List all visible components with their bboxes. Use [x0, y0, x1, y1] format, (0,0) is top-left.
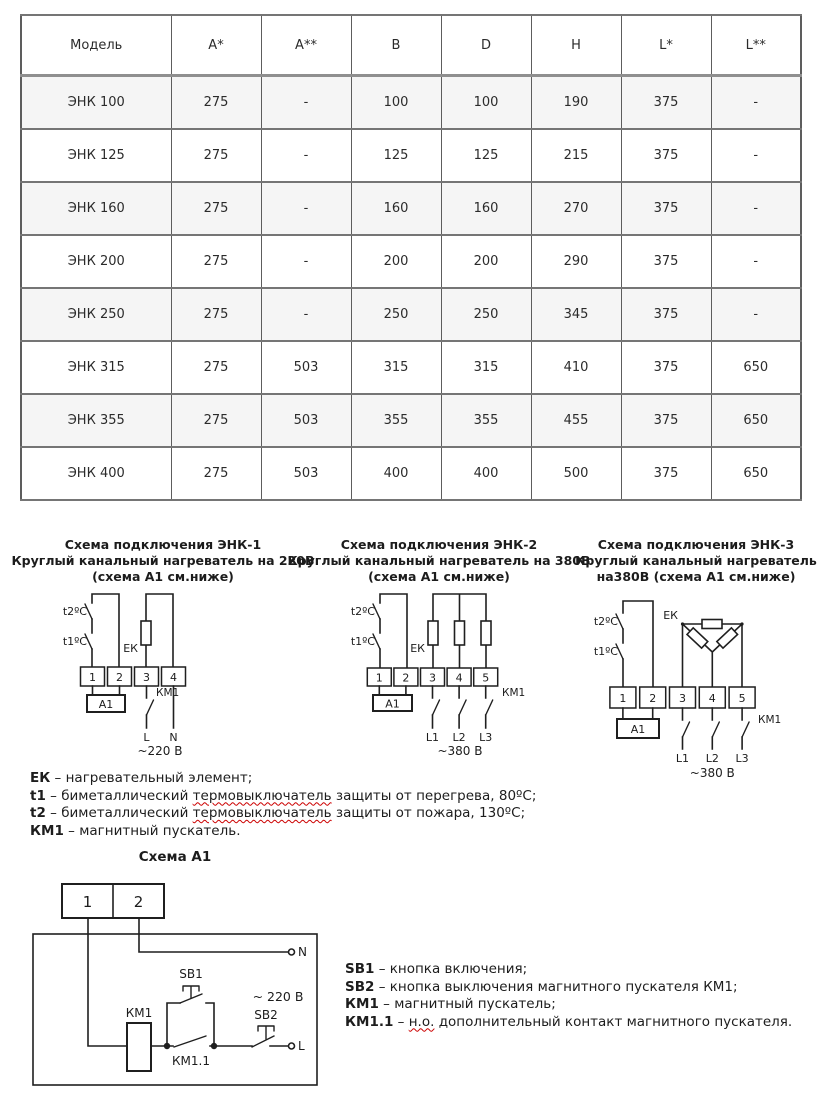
column-header: D: [441, 15, 531, 76]
legend-text: защиты от перегрева, 80ºС;: [331, 787, 537, 804]
km1-contact-icon: [147, 700, 154, 715]
terminal-2: 2: [402, 671, 410, 685]
column-header: H: [531, 15, 621, 76]
t2-label: t2ºC: [350, 605, 375, 618]
table-cell: ЭНК 400: [21, 447, 171, 500]
column-header: L*: [621, 15, 711, 76]
terminal-4: 4: [708, 692, 716, 705]
legend-term: ЕК: [30, 770, 51, 786]
table-row: [21, 288, 801, 341]
heater-element-icon: [717, 628, 738, 648]
terminal-3: 3: [429, 671, 436, 685]
legend-text: – нагревательный элемент;: [50, 770, 253, 786]
legend-text-spellcheck: термовыключатель: [192, 805, 332, 821]
table-cell: -: [711, 235, 801, 288]
table-cell: 375: [621, 76, 711, 130]
table-cell: ЭНК 160: [21, 182, 171, 235]
voltage-label: ~ 220 В: [252, 989, 304, 1004]
table-cell: 500: [531, 447, 621, 500]
diagram2-title-line1: Схема подключения ЭНК-2: [340, 537, 538, 552]
sb1-label: SB1: [179, 967, 203, 981]
terminal-4: 4: [455, 671, 463, 685]
legend-term: t1: [30, 787, 46, 804]
terminal-1: 1: [89, 671, 96, 684]
table-cell: 125: [351, 129, 441, 182]
terminal-4: 4: [170, 671, 177, 684]
heater-element-icon: [428, 621, 438, 645]
table-cell: 650: [711, 394, 801, 447]
column-header: B: [351, 15, 441, 76]
diagram2-title: [287, 537, 591, 585]
table-cell: 275: [171, 129, 261, 182]
legend-term: SB2: [345, 978, 375, 995]
km1-contact-icon: [433, 700, 493, 715]
table-row: [21, 182, 801, 235]
t2-label: t2ºC: [62, 605, 87, 618]
legend-text: – кнопка выключения магнитного пускателя КМ1;: [374, 978, 738, 995]
km1-label: КМ1: [758, 714, 782, 726]
heater-element-icon: [702, 620, 722, 629]
schema-a1-diagram: [30, 870, 360, 1095]
legend-text: –: [393, 1013, 409, 1030]
table-cell: 650: [711, 341, 801, 394]
table-cell: ЭНК 315: [21, 341, 171, 394]
ek-label: ЕК: [123, 642, 138, 655]
table-cell: 375: [621, 288, 711, 341]
a1-label: А1: [98, 698, 114, 711]
terminal-strip: [367, 668, 497, 686]
table-cell: 275: [171, 182, 261, 235]
terminal-5: 5: [482, 671, 490, 685]
terminal-n-icon: [289, 949, 295, 955]
delta-heater: [681, 620, 744, 688]
table-cell: ЭНК 125: [21, 129, 171, 182]
phase-n-label: N: [169, 731, 178, 744]
terminal-3: 3: [679, 692, 686, 705]
km1-contact-icon: [683, 722, 750, 737]
km1-label: КМ1: [502, 687, 526, 699]
table-cell: ЭНК 200: [21, 235, 171, 288]
phase-l1-label: L1: [425, 731, 440, 744]
terminal-l-icon: [289, 1043, 295, 1049]
legend-term: КМ1: [30, 822, 64, 839]
legend-term: SB1: [345, 961, 375, 977]
legend-term: t2: [30, 805, 46, 821]
terminal-strip: [81, 667, 186, 686]
ek-label: ЕК: [663, 609, 678, 622]
legend-item: [345, 1014, 792, 1032]
table-cell: 275: [171, 394, 261, 447]
diagram3-title-line3: на380В (схема А1 см.ниже): [596, 569, 796, 584]
a1-label: А1: [630, 723, 646, 736]
phase-l2-label: L2: [705, 752, 719, 765]
table-cell: 200: [441, 235, 531, 288]
terminal-2: 2: [133, 893, 144, 911]
terminal-1: 1: [619, 692, 627, 705]
legend-text: – биметаллический: [45, 787, 193, 804]
column-header: A**: [261, 15, 351, 76]
table-cell: -: [261, 288, 351, 341]
wiring-diagram-enk1: [35, 588, 285, 760]
km1-label: КМ1: [156, 687, 180, 699]
table-cell: -: [711, 182, 801, 235]
table-row: [21, 394, 801, 447]
table-cell: 250: [441, 288, 531, 341]
table-cell: 215: [531, 129, 621, 182]
n-label: N: [298, 945, 307, 959]
legend-item: [345, 961, 792, 979]
table-body: [21, 76, 801, 501]
table-cell: -: [711, 129, 801, 182]
t1-label: t1ºC: [350, 635, 375, 648]
heater-element-icon: [141, 621, 151, 645]
km11-label: КМ1.1: [172, 1054, 210, 1068]
legend-text: дополнительный контакт магнитного пускателя.: [434, 1013, 793, 1030]
a1-label: А1: [385, 697, 400, 711]
table-cell: 270: [531, 182, 621, 235]
table-cell: 355: [441, 394, 531, 447]
diagram3-title: [575, 537, 817, 585]
legend-item: [30, 823, 536, 841]
table-cell: 275: [171, 288, 261, 341]
table-cell: 410: [531, 341, 621, 394]
legend-schema-a1: [345, 961, 792, 1031]
km11-contact-icon: [174, 1036, 206, 1047]
terminal-1: 1: [375, 671, 383, 685]
legend-text: – магнитный пускатель;: [378, 996, 556, 1012]
t1-label: t1ºC: [593, 645, 618, 658]
legend-text: – кнопка включения;: [374, 961, 528, 977]
phase-l-label: L: [143, 731, 150, 744]
diagram3-title-line1: Схема подключения ЭНК-3: [597, 537, 795, 552]
table-cell: 275: [171, 235, 261, 288]
legend-text-spellcheck: термовыключатель: [192, 787, 332, 804]
table-cell: 275: [171, 76, 261, 130]
table-cell: 355: [351, 394, 441, 447]
dimensions-table: [20, 14, 802, 501]
table-cell: ЭНК 355: [21, 394, 171, 447]
table-cell: 400: [351, 447, 441, 500]
km1-label: КМ1: [125, 1006, 153, 1020]
diagram1-title-line1: Схема подключения ЭНК-1: [64, 537, 262, 552]
t1-label: t1ºC: [62, 635, 87, 648]
terminal-1: 1: [82, 893, 93, 911]
table-cell: ЭНК 100: [21, 76, 171, 130]
legend-components: [30, 770, 536, 840]
table-cell: -: [261, 129, 351, 182]
table-cell: 315: [351, 341, 441, 394]
column-header: A*: [171, 15, 261, 76]
wiring-diagram-enk3: [590, 595, 810, 790]
terminal-strip: [610, 687, 755, 708]
table-cell: ЭНК 250: [21, 288, 171, 341]
legend-text: – биметаллический: [45, 805, 193, 821]
legend-item: [30, 805, 536, 823]
terminal-5: 5: [738, 692, 746, 705]
table-cell: 345: [531, 288, 621, 341]
table-row: [21, 235, 801, 288]
phase-l1-label: L1: [675, 752, 690, 765]
table-cell: 503: [261, 447, 351, 500]
voltage-label: ~220 В: [137, 744, 183, 758]
voltage-label: ~380 В: [437, 744, 483, 758]
table-cell: -: [261, 235, 351, 288]
legend-text: защиты от пожара, 130ºС;: [331, 805, 526, 821]
table-row: [21, 129, 801, 182]
voltage-label: ~380 В: [689, 766, 735, 780]
table-cell: -: [711, 76, 801, 130]
terminal-2: 2: [116, 671, 123, 684]
table-cell: 375: [621, 341, 711, 394]
diagram1-title: [11, 537, 315, 585]
table-cell: 375: [621, 129, 711, 182]
column-header: L**: [711, 15, 801, 76]
column-header: Модель: [21, 15, 171, 76]
phase-l3-label: L3: [735, 752, 749, 765]
table-cell: 375: [621, 447, 711, 500]
wiring-diagram-enk2: [310, 588, 570, 760]
diagram3-title-line2: Круглый канальный нагреватель: [575, 553, 817, 568]
diagram2-title-line3: (схема А1 см.ниже): [368, 569, 510, 584]
table-header: [21, 15, 801, 76]
km1-coil: [127, 1023, 151, 1071]
legend-term: КМ1.1: [345, 1013, 394, 1030]
table-cell: 650: [711, 447, 801, 500]
table-cell: -: [261, 76, 351, 130]
legend-item: [345, 979, 792, 997]
legend-text: – магнитный пускатель.: [63, 822, 241, 839]
table-cell: 190: [531, 76, 621, 130]
table-cell: 100: [441, 76, 531, 130]
table-cell: 290: [531, 235, 621, 288]
table-cell: 375: [621, 182, 711, 235]
table-row: [21, 76, 801, 130]
legend-term: КМ1: [345, 996, 379, 1012]
table-cell: 455: [531, 394, 621, 447]
table-cell: 160: [441, 182, 531, 235]
heater-element-icon: [687, 628, 708, 648]
heater-element-icon: [455, 621, 465, 645]
table-cell: 375: [621, 394, 711, 447]
table-cell: 275: [171, 447, 261, 500]
schema-a1-title: Схема А1: [138, 849, 212, 865]
ek-label: ЕК: [410, 642, 425, 655]
table-cell: 400: [441, 447, 531, 500]
table-cell: 100: [351, 76, 441, 130]
l-label: L: [298, 1039, 305, 1053]
legend-text-spellcheck: н.о.: [408, 1013, 435, 1030]
table-header-row: [21, 15, 801, 76]
table-cell: -: [711, 288, 801, 341]
legend-item: [30, 770, 536, 788]
diagram1-title-line3: (схема А1 см.ниже): [92, 569, 234, 584]
legend-item: [345, 996, 792, 1014]
diagram1-title-line2: Круглый канальный нагреватель на 220В: [11, 553, 315, 568]
table-cell: 503: [261, 341, 351, 394]
diagram2-title-line2: Круглый канальный нагреватель на 380В: [287, 553, 591, 568]
table-cell: 275: [171, 341, 261, 394]
sb2-label: SB2: [254, 1008, 278, 1022]
table-row: [21, 341, 801, 394]
terminal-2: 2: [649, 692, 657, 705]
table-cell: 125: [441, 129, 531, 182]
table-cell: -: [261, 182, 351, 235]
phase-l2-label: L2: [452, 731, 466, 744]
table-cell: 503: [261, 394, 351, 447]
table-cell: 250: [351, 288, 441, 341]
t2-label: t2ºC: [593, 615, 618, 628]
phase-l3-label: L3: [479, 731, 493, 744]
legend-item: [30, 788, 536, 806]
table-cell: 315: [441, 341, 531, 394]
table-cell: 160: [351, 182, 441, 235]
table-cell: 200: [351, 235, 441, 288]
table-cell: 375: [621, 235, 711, 288]
terminal-3: 3: [143, 671, 150, 684]
heater-element-icon: [481, 621, 491, 645]
table-row: [21, 447, 801, 500]
